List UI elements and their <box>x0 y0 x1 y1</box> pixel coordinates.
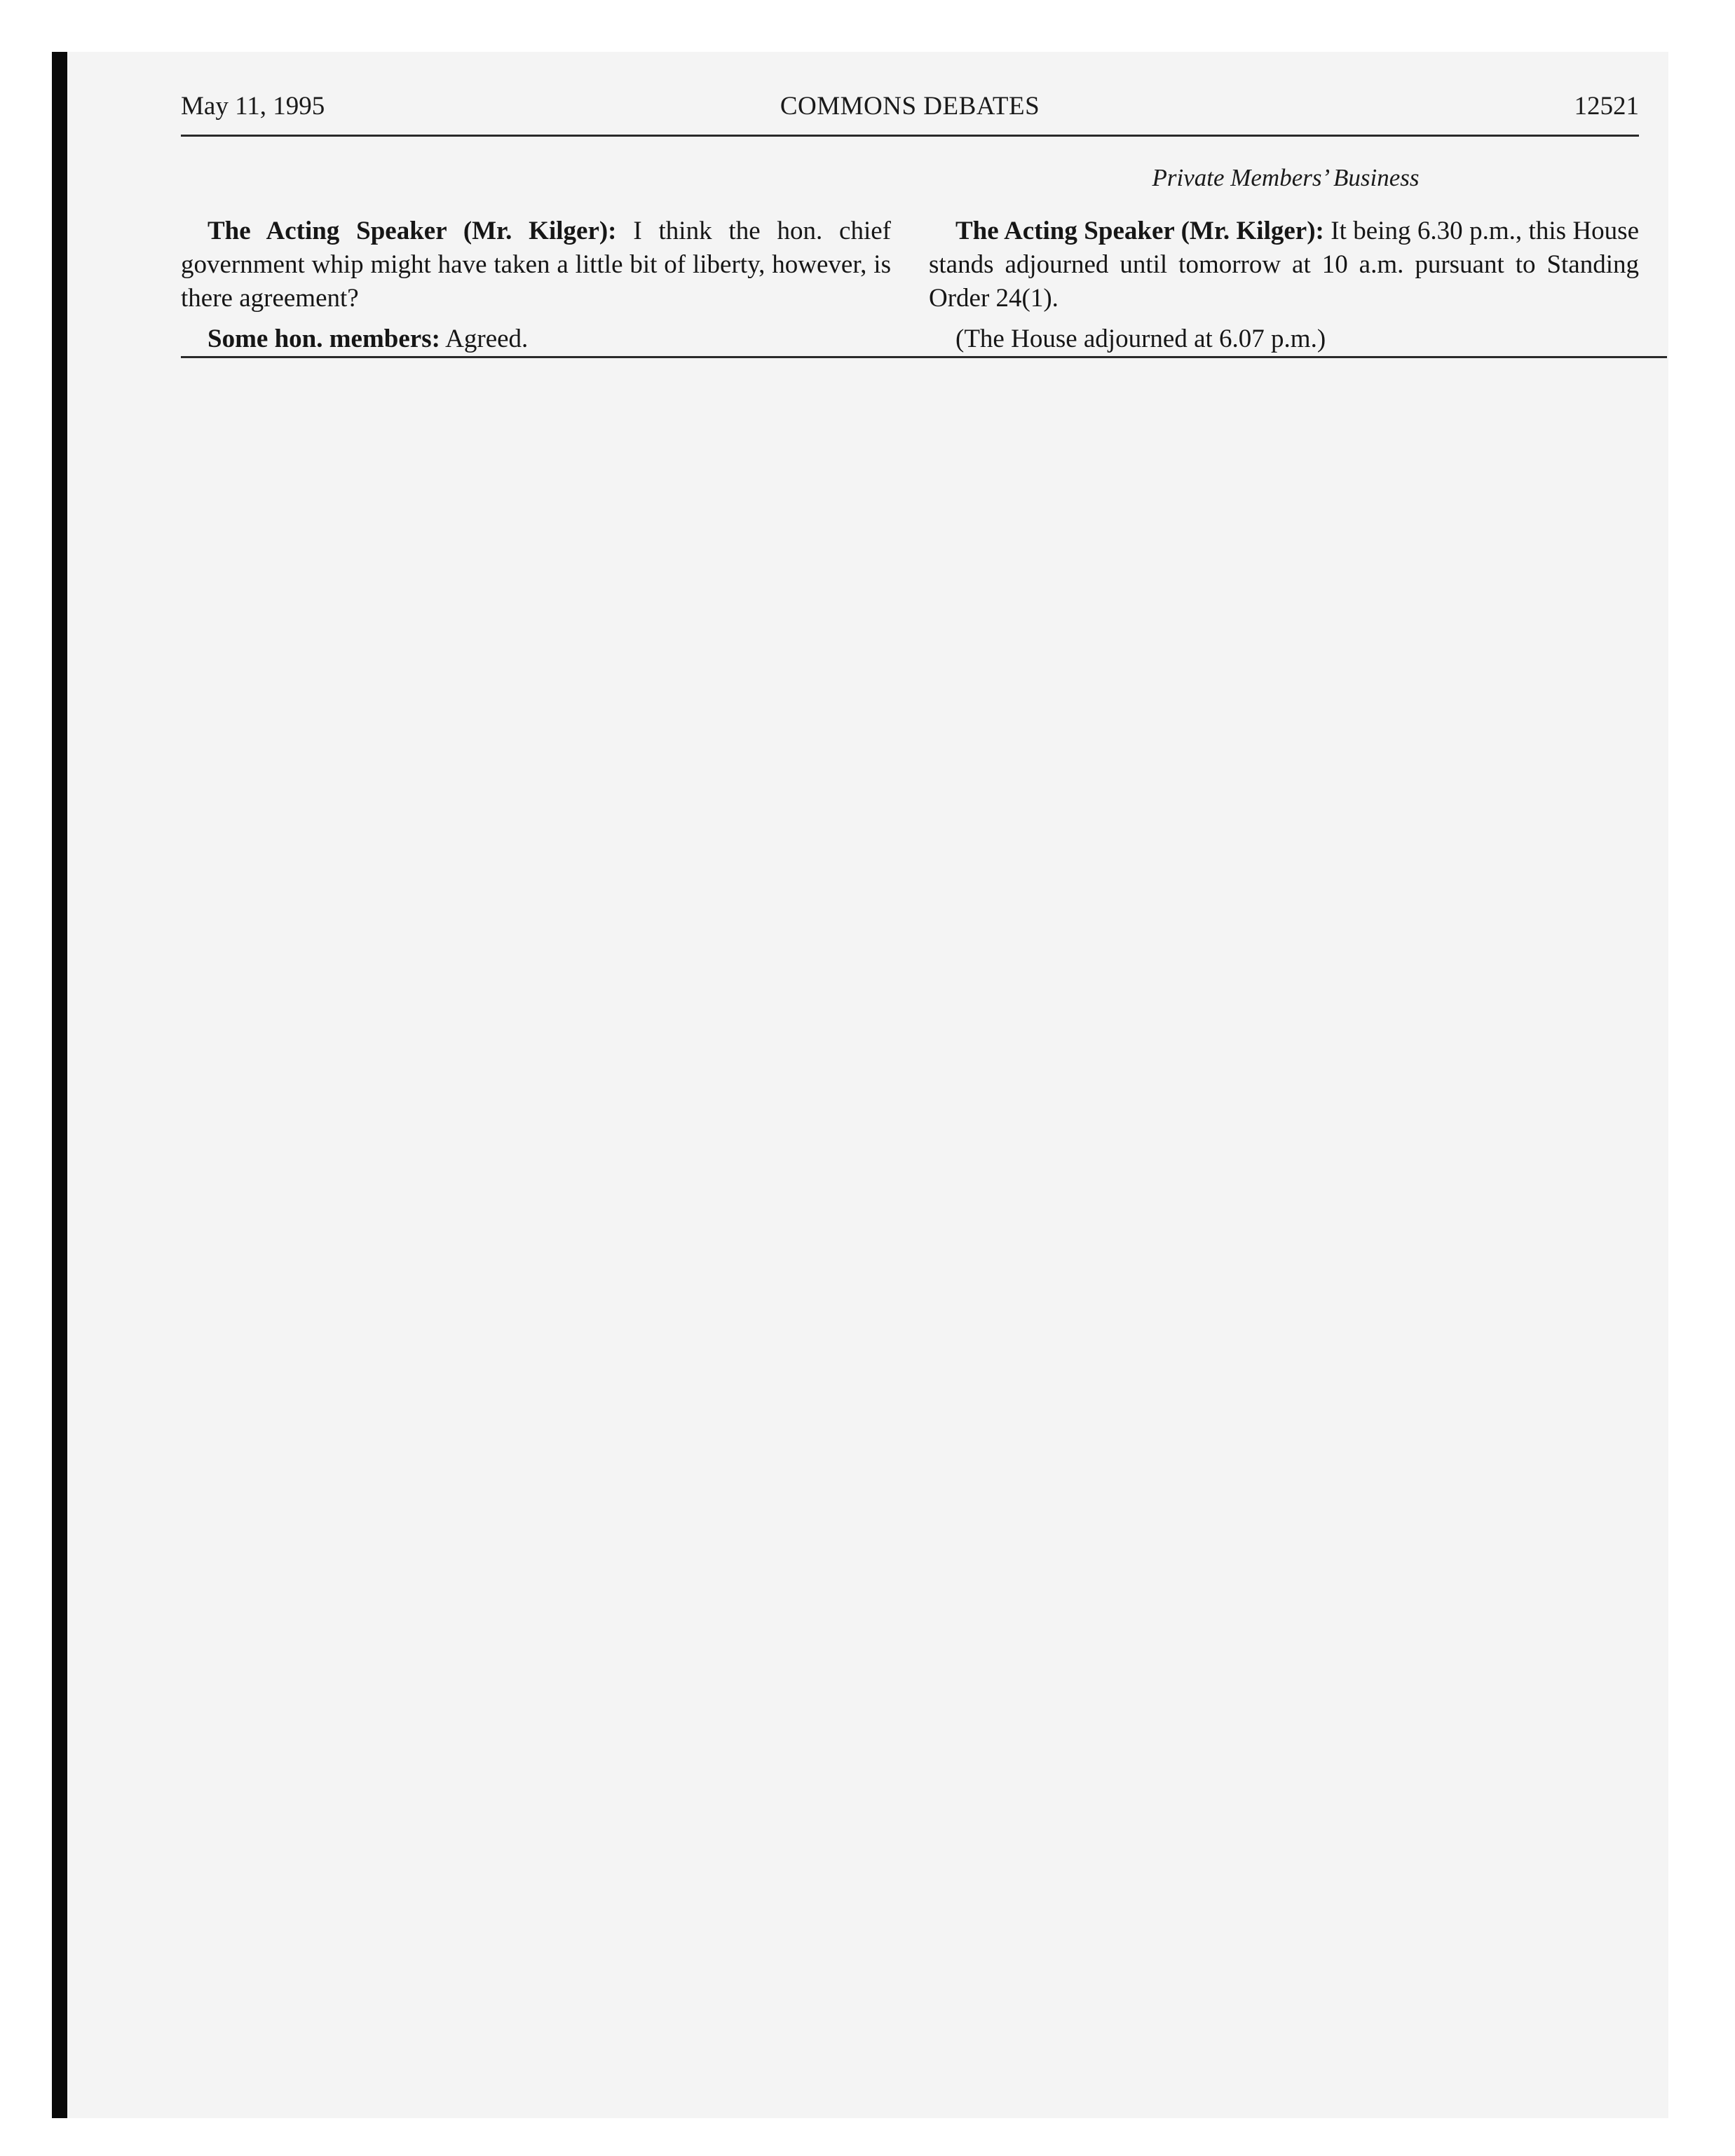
right-column <box>929 214 1639 363</box>
adjournment-note: (The House adjourned at 6.07 p.m.) <box>955 325 1326 353</box>
speech-text: It being 6.30 p.m., this House stands adjourned until tomorrow at 10 a.m. pursuant to Standing Order 24(1). <box>929 217 1639 313</box>
speaker-name: The Acting Speaker (Mr. Kilger): <box>955 217 1324 245</box>
paragraph <box>929 214 1639 315</box>
end-rule <box>181 356 1667 358</box>
speech-text: Agreed. <box>440 325 529 353</box>
section-title: Private Members’ Business <box>1152 164 1420 191</box>
header-rule <box>181 135 1639 137</box>
header-date: May 11, 1995 <box>181 92 325 121</box>
speech-text: I think the hon. chief government whip might have taken a little bit of liberty, however, is there agreement? <box>181 217 892 313</box>
header-page-number: 12521 <box>1574 92 1639 121</box>
paragraph <box>181 322 891 356</box>
left-column <box>181 214 891 363</box>
speaker-name: Some hon. members: <box>207 325 440 353</box>
paragraph <box>929 322 1639 356</box>
running-head <box>181 91 1639 130</box>
binding-edge <box>52 52 67 2118</box>
paragraph <box>181 214 891 315</box>
speaker-name: The Acting Speaker (Mr. Kilger): <box>207 217 617 245</box>
header-publication: COMMONS DEBATES <box>780 92 1040 121</box>
